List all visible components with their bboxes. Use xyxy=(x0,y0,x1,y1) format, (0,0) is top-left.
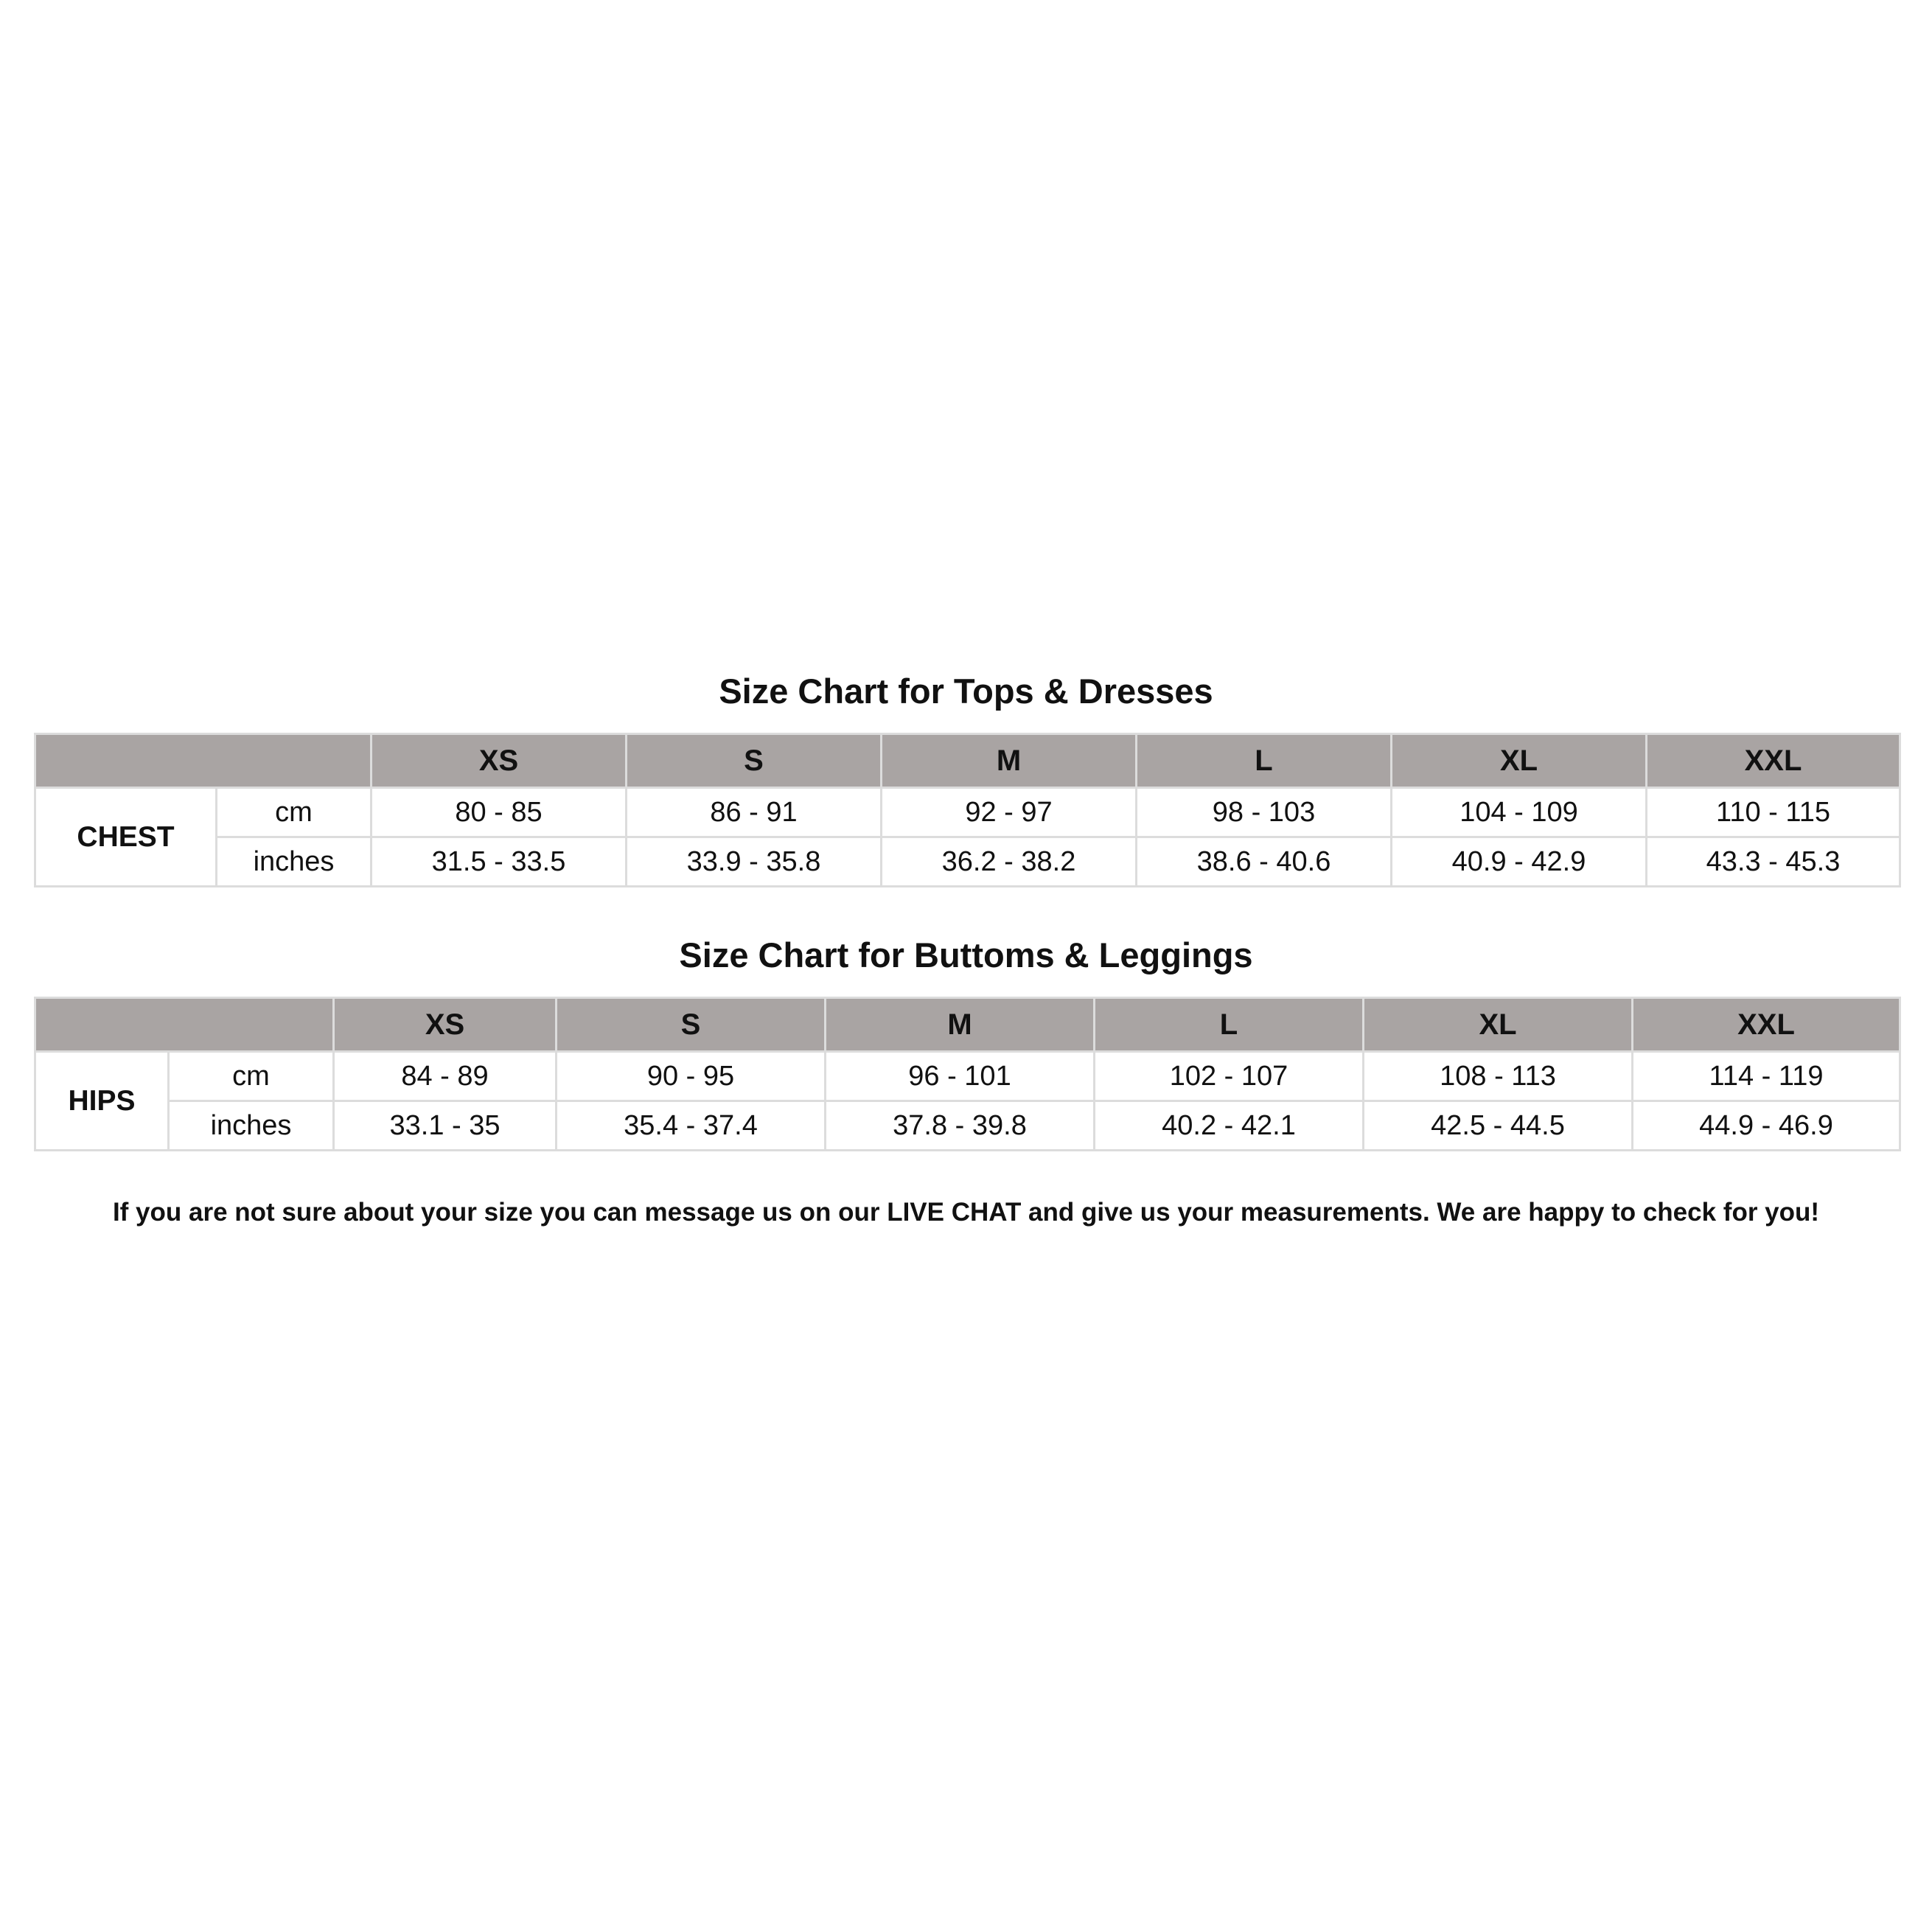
value-cell: 90 - 95 xyxy=(557,1052,826,1101)
unit-label-cm: cm xyxy=(217,788,372,837)
value-cell: 43.3 - 45.3 xyxy=(1647,837,1900,887)
size-header-m: M xyxy=(882,734,1137,788)
value-cell: 104 - 109 xyxy=(1392,788,1647,837)
size-header-xxl: XXL xyxy=(1633,998,1900,1052)
table-row xyxy=(35,1101,1900,1151)
value-cell: 108 - 113 xyxy=(1364,1052,1633,1101)
size-header-l: L xyxy=(1095,998,1364,1052)
value-cell: 42.5 - 44.5 xyxy=(1364,1101,1633,1151)
value-cell: 96 - 101 xyxy=(826,1052,1095,1101)
value-cell: 40.9 - 42.9 xyxy=(1392,837,1647,887)
value-cell: 40.2 - 42.1 xyxy=(1095,1101,1364,1151)
size-header-row xyxy=(35,734,1900,788)
value-cell: 84 - 89 xyxy=(334,1052,557,1101)
value-cell: 44.9 - 46.9 xyxy=(1633,1101,1900,1151)
value-cell: 36.2 - 38.2 xyxy=(882,837,1137,887)
size-help-note: If you are not sure about your size you can message us on our LIVE CHAT and give us your measurements. We are happy to check for you! xyxy=(112,1198,1820,1227)
unit-label-inches: inches xyxy=(217,837,372,887)
table-row xyxy=(35,1052,1900,1101)
tops-size-chart-title: Size Chart for Tops & Dresses xyxy=(719,672,1213,711)
table-row xyxy=(35,788,1900,837)
table-row xyxy=(35,837,1900,887)
measure-label-hips: HIPS xyxy=(35,1052,169,1151)
value-cell: 102 - 107 xyxy=(1095,1052,1364,1101)
value-cell: 98 - 103 xyxy=(1137,788,1392,837)
size-header-l: L xyxy=(1137,734,1392,788)
value-cell: 38.6 - 40.6 xyxy=(1137,837,1392,887)
tops-size-table xyxy=(34,733,1901,887)
size-header-xl: XL xyxy=(1392,734,1647,788)
size-header-s: S xyxy=(557,998,826,1052)
size-header-xxl: XXL xyxy=(1647,734,1900,788)
value-cell: 80 - 85 xyxy=(372,788,627,837)
size-header-xs: XS xyxy=(372,734,627,788)
header-blank-cell xyxy=(35,734,372,788)
header-blank-cell xyxy=(35,998,334,1052)
value-cell: 31.5 - 33.5 xyxy=(372,837,627,887)
unit-label-inches: inches xyxy=(169,1101,334,1151)
size-header-xs: XS xyxy=(334,998,557,1052)
bottoms-size-chart-title: Size Chart for Buttoms & Leggings xyxy=(679,935,1253,974)
value-cell: 37.8 - 39.8 xyxy=(826,1101,1095,1151)
bottoms-size-table xyxy=(34,997,1901,1151)
size-header-row xyxy=(35,998,1900,1052)
value-cell: 33.1 - 35 xyxy=(334,1101,557,1151)
measure-label-chest: CHEST xyxy=(35,788,217,887)
size-header-m: M xyxy=(826,998,1095,1052)
size-header-s: S xyxy=(627,734,882,788)
value-cell: 92 - 97 xyxy=(882,788,1137,837)
value-cell: 114 - 119 xyxy=(1633,1052,1900,1101)
unit-label-cm: cm xyxy=(169,1052,334,1101)
value-cell: 86 - 91 xyxy=(627,788,882,837)
value-cell: 35.4 - 37.4 xyxy=(557,1101,826,1151)
size-header-xl: XL xyxy=(1364,998,1633,1052)
value-cell: 110 - 115 xyxy=(1647,788,1900,837)
value-cell: 33.9 - 35.8 xyxy=(627,837,882,887)
